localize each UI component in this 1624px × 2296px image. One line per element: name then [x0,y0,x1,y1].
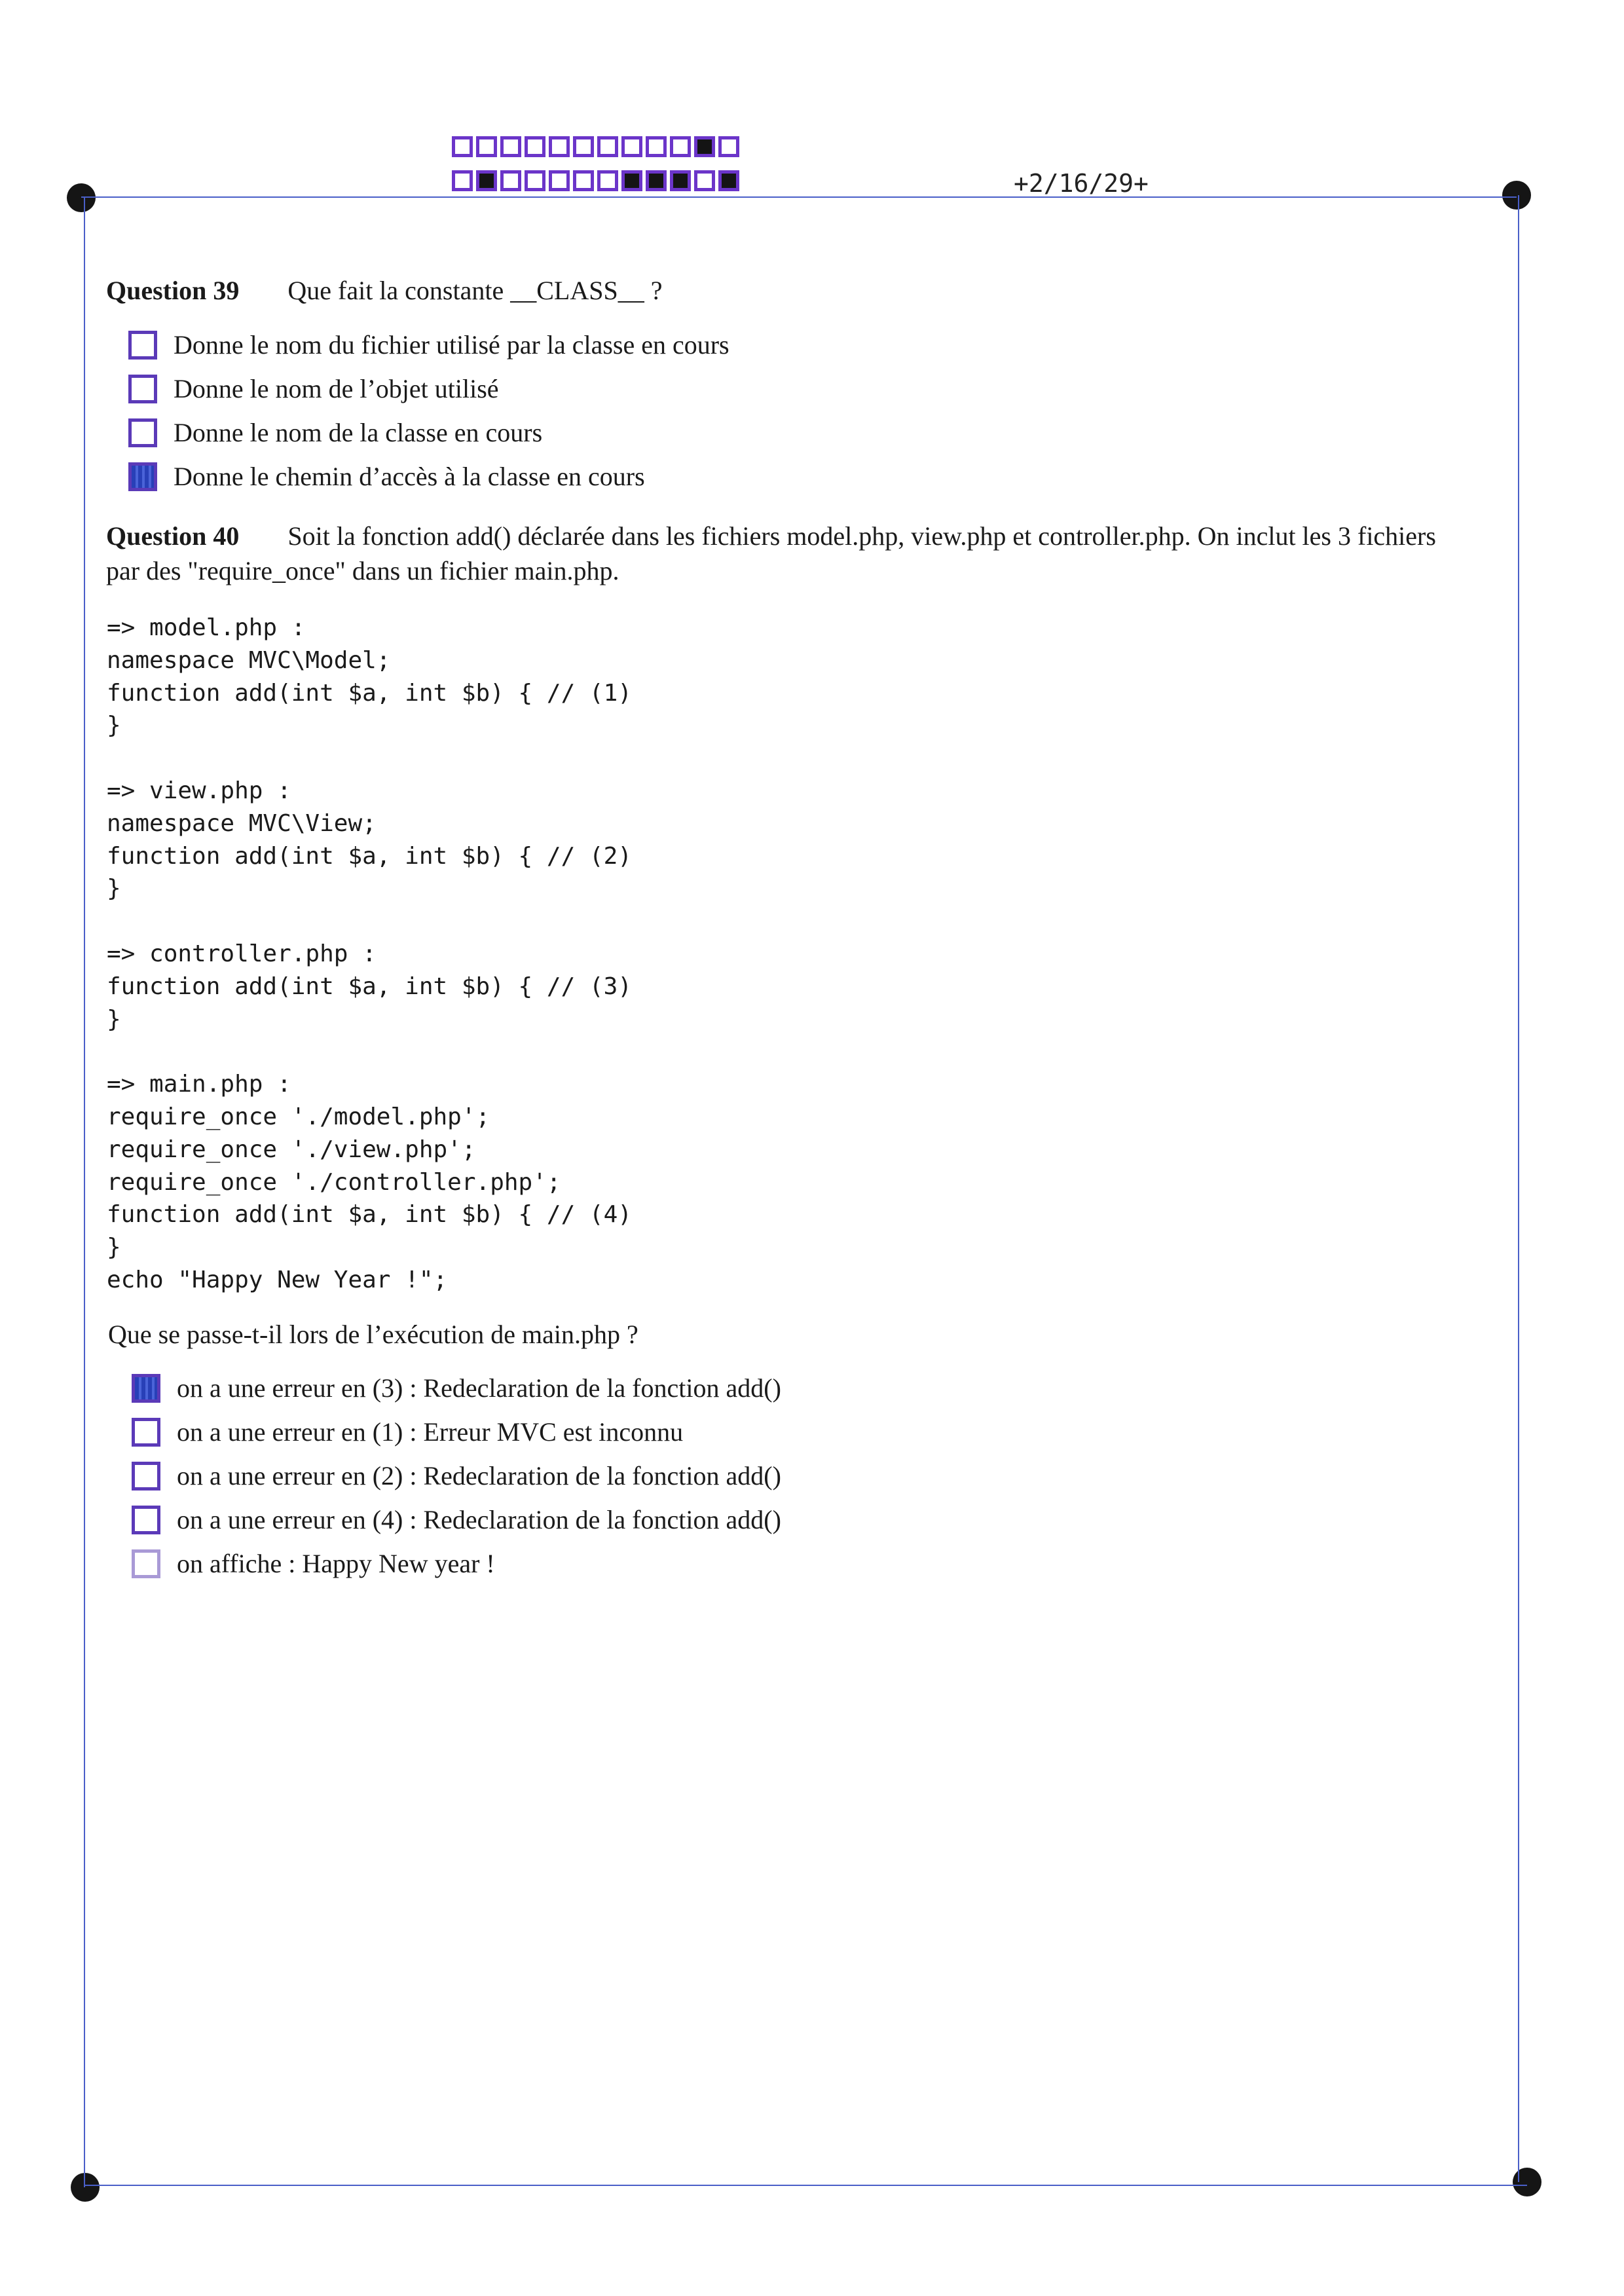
code-box [500,136,521,157]
registration-mark-top-left [67,183,96,212]
q40-option-3-checkbox[interactable] [132,1462,160,1491]
code-line: function add(int $a, int $b) { // (2) [107,843,632,870]
page-identifier: +2/16/29+ [1014,169,1149,198]
code-box [670,170,691,191]
question-40-text-line-2: par des "require_once" dans un fichier main.php. [106,556,619,585]
code-line: require_once './view.php'; [107,1136,476,1163]
registration-mark-top-right [1502,181,1531,210]
code-line: => main.php : [107,1071,291,1098]
registration-mark-bottom-left [71,2173,100,2202]
question-40-label: Question 40 [106,521,240,551]
q40-option-2-label: on a une erreur en (1) : Erreur MVC est inconnu [177,1417,684,1447]
q40-option-1-label: on a une erreur en (3) : Redeclaration de la fonction add() [177,1373,781,1403]
question-40-heading [106,521,1436,552]
code-line: => model.php : [107,614,306,641]
code-box [597,136,618,157]
code-box [452,136,473,157]
code-line: function add(int $a, int $b) { // (3) [107,973,632,1000]
question-39-label: Question 39 [106,276,240,305]
q39-option-4-label: Donne le chemin d’accès à la classe en cours [174,462,645,491]
code-box [476,136,497,157]
q39-option-1-checkbox[interactable] [128,331,157,360]
question-40-prompt: Que se passe-t-il lors de l’exécution de main.php ? [108,1320,638,1349]
code-line: namespace MVC\Model; [107,647,391,674]
code-box [646,136,667,157]
code-box [573,136,594,157]
q39-option-2-label: Donne le nom de l’objet utilisé [174,374,499,403]
frame-right-line [1518,195,1519,2182]
binary-code-row-1 [452,136,743,157]
registration-mark-bottom-right [1513,2168,1541,2196]
q39-option-4-checkbox[interactable] [128,462,157,491]
code-line: => controller.php : [107,940,377,967]
code-box [718,136,739,157]
frame-top-line [81,196,1517,198]
code-line: echo "Happy New Year !"; [107,1267,448,1293]
code-box [525,136,545,157]
code-line: require_once './model.php'; [107,1103,490,1130]
q39-option-2-checkbox[interactable] [128,375,157,403]
code-line: namespace MVC\View; [107,810,377,837]
code-box [549,136,570,157]
q40-option-4-checkbox[interactable] [132,1506,160,1534]
question-39-heading [106,275,662,306]
code-line: function add(int $a, int $b) { // (4) [107,1201,632,1228]
frame-left-line [84,198,85,2187]
code-box [500,170,521,191]
code-line: } [107,712,121,739]
code-box [549,170,570,191]
code-box [670,136,691,157]
binary-code-row-2 [452,170,743,191]
code-box [525,170,545,191]
code-line: => view.php : [107,777,291,804]
q40-option-5-checkbox[interactable] [132,1549,160,1578]
code-line: } [107,875,121,902]
code-box [573,170,594,191]
q40-option-3-label: on a une erreur en (2) : Redeclaration de la fonction add() [177,1461,781,1491]
code-box [621,136,642,157]
q40-option-1-checkbox[interactable] [132,1374,160,1403]
q40-option-4-label: on a une erreur en (4) : Redeclaration de la fonction add() [177,1505,781,1534]
q40-option-5-label: on affiche : Happy New year ! [177,1549,495,1578]
code-box [597,170,618,191]
q39-option-3-checkbox[interactable] [128,418,157,447]
code-box [646,170,667,191]
q39-option-1-label: Donne le nom du fichier utilisé par la classe en cours [174,330,729,360]
code-box [476,170,497,191]
code-box [718,170,739,191]
code-line: } [107,1006,121,1033]
code-box [621,170,642,191]
q39-option-3-label: Donne le nom de la classe en cours [174,418,543,447]
question-39-text: Que fait la constante __CLASS__ ? [287,276,663,305]
q40-option-2-checkbox[interactable] [132,1418,160,1447]
question-40-text-line-1: Soit la fonction add() déclarée dans les fichiers model.php, view.php et controller.php. On inclut les 3 fichiers [287,521,1436,551]
code-line: require_once './controller.php'; [107,1169,561,1196]
code-line: } [107,1234,121,1261]
code-box [694,136,715,157]
code-box [452,170,473,191]
code-box [694,170,715,191]
code-line: function add(int $a, int $b) { // (1) [107,680,632,707]
frame-bottom-line [85,2185,1527,2186]
